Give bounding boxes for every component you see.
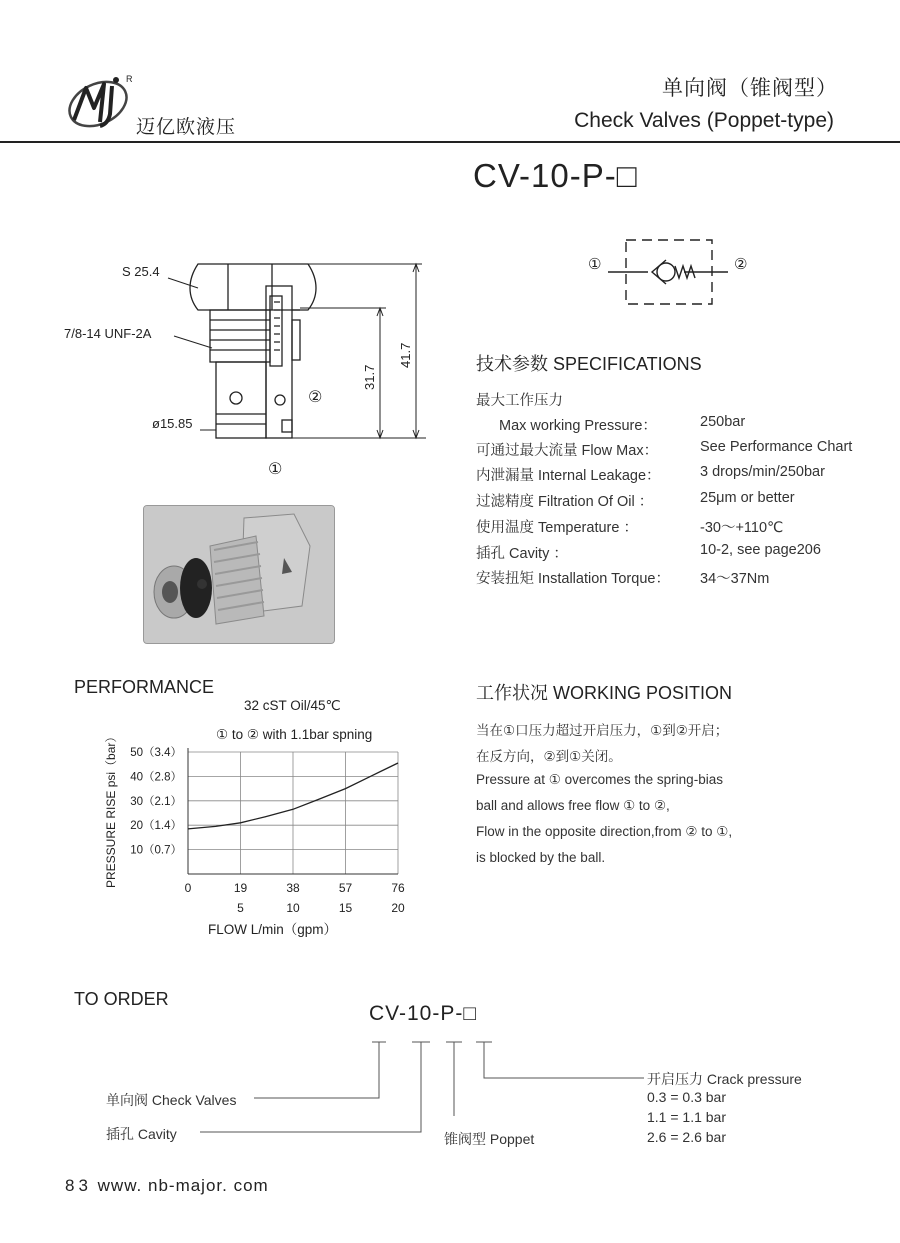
diameter-label: ø15.85: [152, 416, 193, 431]
order-leader-lines: [190, 1036, 510, 1136]
working-position-line: 当在①口压力超过开启压力，①到②开启；: [476, 723, 729, 738]
chart-x-tick-gpm: 10: [286, 901, 300, 915]
header-divider: [0, 141, 900, 143]
working-position-line: Pressure at ① overcomes the spring-bias: [476, 772, 723, 787]
spec-value: 34～37Nm: [700, 571, 770, 587]
spec-value: -30～+110℃: [700, 520, 784, 536]
chart-y-tick: 30（2.1）: [130, 795, 182, 808]
chart-x-tick-lpm: 57: [338, 881, 353, 895]
spec-label: 使用温度 Temperature ：: [476, 520, 638, 536]
product-photo: [143, 505, 335, 644]
chart-x-tick-gpm: 5: [237, 901, 244, 915]
chart-x-axis-label: FLOW L/min（gpm）: [208, 922, 338, 937]
chart-y-axis-label: PRESSURE RISE psi（bar）: [104, 730, 118, 888]
to-order-heading: TO ORDER: [74, 989, 169, 1009]
valve-photo-illustration: [144, 506, 334, 643]
drawing-port1: ①: [268, 461, 283, 478]
chart-x-tick-lpm: 76: [391, 881, 405, 895]
spec-value: 3 drops/min/250bar: [700, 464, 825, 480]
performance-chart: [90, 692, 430, 944]
chart-subtitle-1: 32 cST Oil/45℃: [244, 698, 341, 713]
spec-label: Max working Pressure：: [499, 418, 657, 434]
chart-x-tick-lpm: 38: [286, 881, 300, 895]
spec-label: 安装扭矩 Installation Torque：: [476, 571, 670, 587]
symbol-port2: ②: [734, 256, 748, 273]
order-check-valves: 单向阀 Check Valves: [106, 1092, 237, 1108]
spec-label: 内泄漏量 Internal Leakage：: [476, 468, 661, 484]
working-position-line: ball and allows free flow ① to ②,: [476, 798, 670, 813]
spec-value: 25μm or better: [700, 490, 795, 506]
spec-value: See Performance Chart: [700, 439, 853, 455]
hex-size-label: S 25.4: [122, 264, 160, 279]
specifications-heading: 技术参数 SPECIFICATIONS: [476, 354, 702, 374]
valve-dimension-drawing: [50, 250, 450, 490]
thread-label: 7/8-14 UNF-2A: [64, 326, 152, 341]
spec-label: 最大工作压力: [476, 393, 563, 409]
spec-label: 插孔 Cavity ：: [476, 546, 568, 562]
page-title-cn: 单向阀（锥阀型）: [662, 77, 838, 100]
order-crack-option: 2.6 = 2.6 bar: [647, 1129, 727, 1145]
order-crack-option: 1.1 = 1.1 bar: [647, 1109, 727, 1125]
order-code: CV-10-P-□: [369, 1002, 478, 1025]
order-poppet: 锥阀型 Poppet: [444, 1131, 535, 1147]
chart-x-tick-lpm: 0: [184, 881, 192, 895]
brand-logo-icon: [60, 70, 140, 136]
spec-label: 可通过最大流量 Flow Max：: [476, 443, 659, 459]
brand-name: 迈亿欧液压: [136, 117, 237, 138]
crack-leader-line: [484, 1076, 654, 1080]
chart-x-tick-lpm: 19: [233, 881, 248, 895]
symbol-port1: ①: [588, 256, 602, 273]
working-position-line: is blocked by the ball.: [476, 850, 606, 865]
page-number: 83: [65, 1176, 92, 1195]
page-title-en: Check Valves (Poppet-type): [574, 109, 834, 132]
order-crack-option: 0.3 = 0.3 bar: [647, 1089, 727, 1105]
chart-y-tick: 20（1.4）: [130, 820, 182, 833]
chart-y-tick: 40（2.8）: [130, 771, 182, 784]
performance-heading: PERFORMANCE: [74, 677, 215, 697]
page-footer: [65, 1176, 269, 1196]
working-position-heading: 工作状况 WORKING POSITION: [476, 683, 733, 703]
chart-y-tick: 50（3.4）: [130, 747, 182, 759]
model-code: CV-10-P-□: [473, 157, 638, 194]
chart-x-tick-gpm: 20: [391, 901, 405, 915]
spec-value: 10-2, see page206: [700, 542, 821, 558]
order-crack-title: 开启压力 Crack pressure: [647, 1071, 802, 1087]
chart-y-tick: 10（0.7）: [130, 844, 182, 857]
check-valve-symbol: [586, 236, 756, 310]
chart-x-tick-gpm: 15: [338, 901, 353, 915]
website-url: www. nb-major. com: [97, 1176, 269, 1195]
spec-value: 250bar: [700, 414, 746, 430]
spec-label: 过滤精度 Filtration Of Oil ：: [476, 494, 654, 510]
working-position-line: Flow in the opposite direction,from ② to ①,: [476, 824, 733, 839]
working-position-line: 在反方向，②到①关闭。: [476, 749, 622, 764]
chart-subtitle-2: ① to ② with 1.1bar spning: [216, 727, 373, 742]
dim-31-7: 31.7: [362, 364, 377, 390]
registered-mark: R: [126, 74, 133, 84]
drawing-port2: ②: [308, 389, 323, 406]
dim-41-7: 41.7: [398, 342, 413, 368]
order-cavity: 插孔 Cavity: [106, 1126, 177, 1142]
